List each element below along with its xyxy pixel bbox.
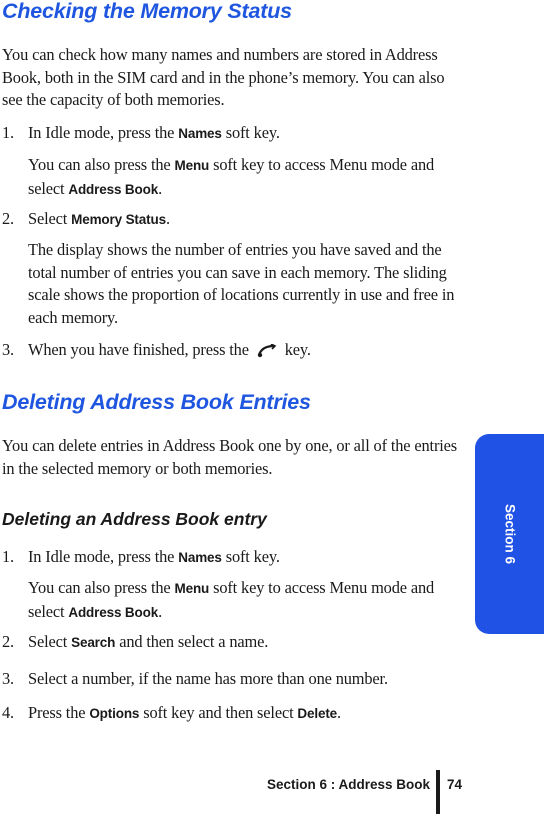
delete-step-2: 2. Select Search and then select a name.: [2, 631, 464, 655]
delete-step-1-note: You can also press the Menu soft key to access Menu mode and select Address Book.: [28, 578, 435, 621]
side-tab-label: Section 6: [502, 503, 517, 565]
step-number: 3.: [2, 669, 14, 688]
heading-deleting-an-entry: Deleting an Address Book entry: [2, 509, 267, 529]
step-number: 1.: [2, 123, 14, 142]
memory-step-2-note: The display shows the number of entries you have saved and the total number of entries you can save in each memory. The sliding scale shows the proportion of locations currently in use and free in each memory.: [28, 240, 455, 327]
memory-step-3: 3. When you have finished, press the key.: [2, 339, 464, 365]
step-number: 3.: [2, 340, 14, 359]
names-key-label: Names: [178, 126, 222, 141]
end-call-icon: [257, 342, 277, 365]
search-key-label: Search: [71, 635, 116, 650]
step-number: 4.: [2, 703, 14, 722]
menu-key-label: Menu: [174, 158, 210, 173]
memory-status-label: Memory Status: [71, 212, 166, 227]
delete-key-label: Delete: [297, 706, 338, 721]
address-book-label: Address Book: [68, 181, 159, 197]
step-number: 2.: [2, 209, 14, 228]
footer-divider: [436, 770, 440, 814]
deleting-entries-intro: You can delete entries in Address Book one by one, or all of the entries in the selected memory or both memories.: [2, 436, 458, 478]
delete-step-4: 4. Press the Options soft key and then select Delete.: [2, 702, 464, 726]
heading-checking-memory-status: Checking the Memory Status: [2, 0, 292, 23]
step-number: 1.: [2, 547, 14, 566]
heading-deleting-entries: Deleting Address Book Entries: [2, 390, 311, 414]
section-side-tab: [475, 434, 544, 634]
step-number: 2.: [2, 632, 14, 651]
memory-step-2: 2. Select Memory Status.: [2, 208, 464, 232]
footer-section-title: Section 6 : Address Book: [266, 777, 430, 792]
memory-step-1: 1. In Idle mode, press the Names soft key.: [2, 122, 464, 146]
options-key-label: Options: [89, 706, 140, 721]
menu-key-label: Menu: [174, 581, 210, 596]
page-number: 74: [447, 777, 463, 792]
names-key-label: Names: [178, 550, 222, 565]
memory-status-intro: You can check how many names and numbers are stored in Address Book, both in the SIM card and in the phone’s memory. You can also see the capacity of both memories.: [2, 45, 445, 109]
delete-step-3: 3. Select a number, if the name has more than one number.: [2, 668, 464, 691]
memory-step-1-note: You can also press the Menu soft key to access Menu mode and select Address Book.: [28, 155, 435, 198]
address-book-label: Address Book: [68, 604, 159, 620]
delete-step-1: 1. In Idle mode, press the Names soft key.: [2, 546, 464, 570]
